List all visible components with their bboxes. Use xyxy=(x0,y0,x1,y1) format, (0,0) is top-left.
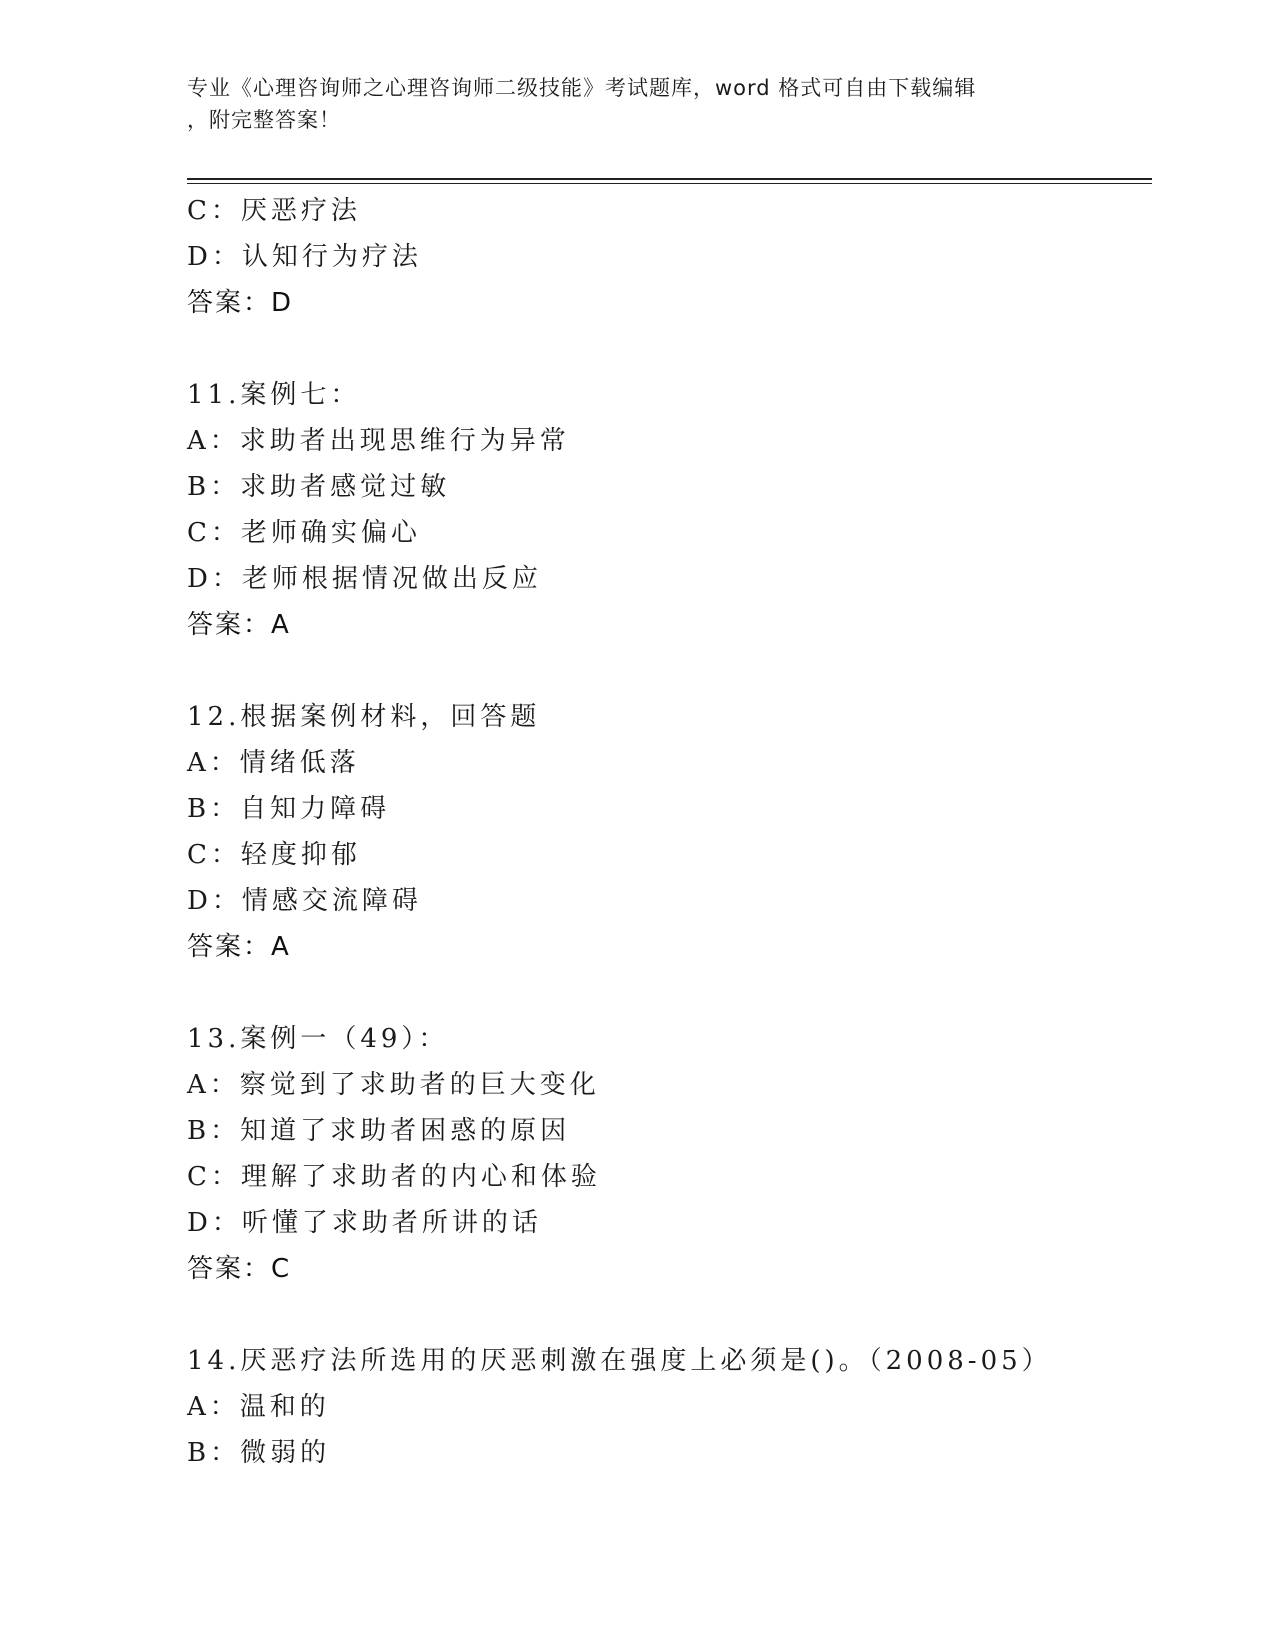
option-c: C：厌恶疗法 xyxy=(187,196,361,226)
question-title: 12.根据案例材料，回答题 xyxy=(187,702,541,732)
question-block xyxy=(187,372,1152,648)
option-b: B：自知力障碍 xyxy=(187,794,391,824)
question-title: 13.案例一（49）： xyxy=(187,1024,449,1054)
question-block xyxy=(187,188,1152,326)
question-title: 14.厌恶疗法所选用的厌恶刺激在强度上必须是()。（2008-05） xyxy=(187,1346,1052,1376)
answer-label: 答案：A xyxy=(187,932,291,962)
option-c: C：老师确实偏心 xyxy=(187,518,421,548)
option-a: A：温和的 xyxy=(187,1392,330,1422)
block-spacer xyxy=(187,648,1152,694)
option-d: D：认知行为疗法 xyxy=(187,242,422,272)
option-c: C：轻度抑郁 xyxy=(187,840,361,870)
option-d: D：老师根据情况做出反应 xyxy=(187,564,542,594)
answer-label: 答案：C xyxy=(187,1254,292,1284)
header-divider-thin xyxy=(187,183,1152,184)
option-a: A：情绪低落 xyxy=(187,748,360,778)
option-a: A：求助者出现思维行为异常 xyxy=(187,426,570,456)
header-line-2: ，附完整答案！ xyxy=(187,108,341,132)
question-title: 11.案例七： xyxy=(187,380,361,410)
block-spacer xyxy=(187,970,1152,1016)
option-b: B：求助者感觉过敏 xyxy=(187,472,451,502)
question-block xyxy=(187,1338,1152,1476)
document-header xyxy=(187,72,1087,136)
answer-label: 答案：A xyxy=(187,610,291,640)
header-divider-thick xyxy=(187,178,1152,180)
block-spacer xyxy=(187,326,1152,372)
answer-label: 答案：D xyxy=(187,288,294,318)
header-line-1: 专业《心理咨询师之心理咨询师二级技能》考试题库，word 格式可自由下载编辑 xyxy=(187,76,977,100)
option-c: C：理解了求助者的内心和体验 xyxy=(187,1162,601,1192)
option-d: D：情感交流障碍 xyxy=(187,886,422,916)
question-list xyxy=(187,188,1152,1476)
option-d: D：听懂了求助者所讲的话 xyxy=(187,1208,542,1238)
option-b: B：知道了求助者困惑的原因 xyxy=(187,1116,571,1146)
option-a: A：察觉到了求助者的巨大变化 xyxy=(187,1070,600,1100)
question-block xyxy=(187,1016,1152,1292)
question-block xyxy=(187,694,1152,970)
option-b: B：微弱的 xyxy=(187,1438,331,1468)
block-spacer xyxy=(187,1292,1152,1338)
